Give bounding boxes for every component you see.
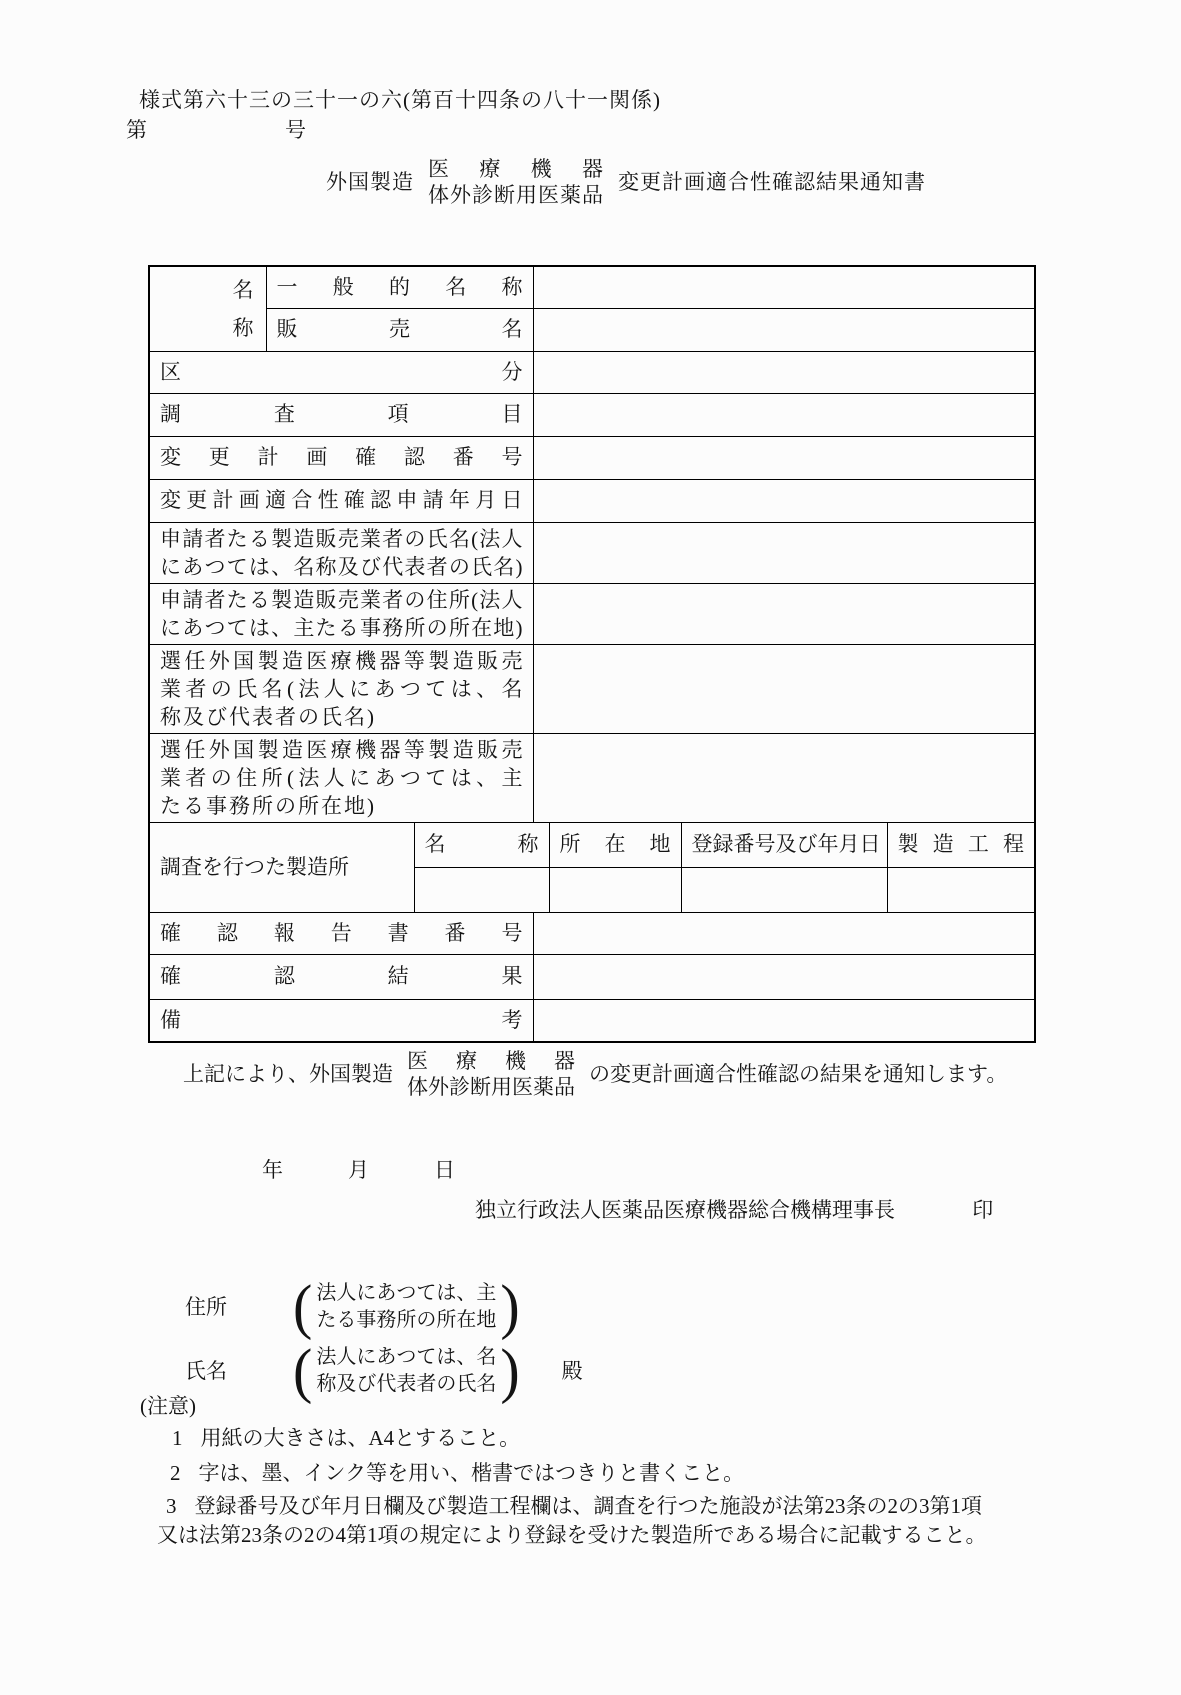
value-confirmation-report-number	[533, 912, 1035, 954]
label-manufacturing-process	[887, 822, 1035, 867]
value-plan-confirmation-number	[533, 436, 1035, 479]
recipient-address-row	[185, 1272, 520, 1341]
closing-lead: 上記により、外国製造	[183, 1061, 393, 1086]
closing-product-type-stack	[407, 1048, 575, 1100]
note-3-text-line1: 登録番号及び年月日欄及び製造工程欄は、調査を行つた施設が法第23条の2の3第1項	[194, 1494, 982, 1518]
recipient-name-note-line1: 法人にあつては、名	[316, 1346, 497, 1368]
label-survey-items	[149, 393, 533, 436]
row-confirmation-report-number	[149, 912, 1035, 954]
label-designated-name-line2: 業 者 の 氏 名 ( 法 人 に あ つ て は 、 名	[160, 676, 523, 701]
note-3-number: 3	[166, 1494, 177, 1518]
value-designated-address	[533, 733, 1035, 822]
label-factory-name-text: 名 称	[424, 832, 539, 857]
value-survey-items	[533, 393, 1035, 436]
label-name-group-text: 名 称	[232, 277, 254, 340]
label-factory-name	[414, 822, 549, 867]
note-1-number: 1	[172, 1426, 183, 1450]
label-confirmation-result-text: 確 認 結 果	[160, 964, 523, 989]
label-confirmation-report-number	[149, 912, 533, 954]
label-registration-number-date	[681, 822, 887, 867]
title-prefix: 外国製造	[326, 169, 414, 194]
value-confirmation-result	[533, 954, 1035, 999]
date-day-label: 日	[434, 1158, 455, 1182]
label-registration-number-date-text: 登 録 番 号 及 び 年 月 日	[691, 832, 881, 857]
closing-tail: の変更計画適合性確認の結果を通知します。	[589, 1061, 1008, 1086]
row-survey-items	[149, 393, 1035, 436]
recipient-address-note	[316, 1280, 496, 1334]
label-surveyed-factory	[149, 822, 414, 912]
label-designated-name-line1: 選 任 外 国 製 造 医 療 機 器 等 製 造 販 売	[160, 648, 523, 673]
label-designated-address	[149, 733, 533, 822]
close-paren: )	[500, 1272, 520, 1341]
value-registration-number-date	[681, 867, 887, 912]
row-designated-address	[149, 733, 1035, 822]
row-applicant-name	[149, 522, 1035, 583]
form-reference: 様式第六十三の三十一の六(第百十四条の八十一関係)	[139, 88, 661, 112]
closing-product-bottom: 体外診断用医薬品	[407, 1075, 575, 1099]
label-designated-address-line3: たる事務所の所在地)	[160, 793, 376, 818]
label-applicant-name-line2: に あ つ て は 、 名 称 及 び 代 表 者 の 氏 名 )	[160, 554, 523, 579]
label-applicant-address-line1: 申 請 者 た る 製 造 販 売 業 者 の 住 所 ( 法 人	[160, 587, 523, 612]
value-designated-name	[533, 644, 1035, 733]
note-1-text: 用紙の大きさは、A4とすること。	[200, 1426, 521, 1450]
value-factory-location	[549, 867, 681, 912]
label-designated-address-line1: 選 任 外 国 製 造 医 療 機 器 等 製 造 販 売	[160, 737, 523, 762]
value-factory-name	[414, 867, 549, 912]
row-designated-name	[149, 644, 1035, 733]
label-application-date	[149, 479, 533, 522]
value-application-date	[533, 479, 1035, 522]
page-title	[326, 156, 926, 208]
recipient-name-row	[185, 1336, 583, 1405]
label-generic-name-text: 一 般 的 名 称	[276, 275, 523, 300]
signer-title: 独立行政法人医薬品医療機器総合機構理事長	[475, 1198, 895, 1222]
label-plan-confirmation-number	[149, 436, 533, 479]
row-brand-name	[149, 308, 1035, 351]
honorific-dono: 殿	[561, 1358, 583, 1383]
note-2-text: 字は、墨、インク等を用い、楷書ではつきりと書くこと。	[198, 1461, 745, 1485]
title-suffix: 変更計画適合性確認結果通知書	[618, 169, 926, 194]
value-generic-name	[533, 266, 1035, 308]
recipient-name-note	[316, 1344, 496, 1398]
label-remarks	[149, 999, 533, 1042]
label-brand-name	[266, 308, 533, 351]
closing-product-top: 医 療 機 器	[407, 1049, 575, 1073]
label-surveyed-factory-text: 調査を行つた製造所	[160, 854, 349, 879]
note-3-line1	[166, 1492, 982, 1520]
date-year-label: 年	[262, 1158, 283, 1182]
note-2	[170, 1459, 744, 1487]
label-generic-name	[266, 266, 533, 308]
label-confirmation-result	[149, 954, 533, 999]
value-brand-name	[533, 308, 1035, 351]
label-category-text: 区 分	[160, 359, 523, 384]
signature-line	[475, 1196, 993, 1224]
value-category	[533, 351, 1035, 393]
row-surveyed-factory-header	[149, 822, 1035, 867]
open-paren: (	[293, 1272, 313, 1341]
row-remarks	[149, 999, 1035, 1042]
label-name-group	[149, 266, 266, 351]
recipient-address-note-line2: たる事務所の所在地	[316, 1309, 497, 1331]
open-paren: (	[293, 1336, 313, 1405]
label-applicant-name-line1: 申 請 者 た る 製 造 販 売 業 者 の 氏 名 ( 法 人	[160, 526, 523, 551]
row-applicant-address	[149, 583, 1035, 644]
title-product-top: 医 療 機 器	[428, 157, 604, 181]
recipient-address-note-line1: 法人にあつては、主	[316, 1282, 497, 1304]
label-factory-location	[549, 822, 681, 867]
value-remarks	[533, 999, 1035, 1042]
form-table	[148, 265, 1036, 1043]
seal-mark: 印	[972, 1198, 994, 1222]
label-designated-name	[149, 644, 533, 733]
recipient-name-note-line2: 称及び代表者の氏名	[316, 1373, 497, 1395]
label-confirmation-report-number-text: 確 認 報 告 書 番 号	[160, 920, 523, 945]
label-application-date-text: 変 更 計 画 適 合 性 確 認 申 請 年 月 日	[160, 488, 523, 513]
date-month-label: 月	[348, 1158, 369, 1182]
title-product-type-stack	[428, 156, 604, 208]
label-survey-items-text: 調 査 項 目	[160, 402, 523, 427]
document-number-line	[126, 116, 306, 144]
label-applicant-address	[149, 583, 533, 644]
label-plan-confirmation-number-text: 変 更 計 画 確 認 番 号	[160, 445, 523, 470]
close-paren: )	[500, 1336, 520, 1405]
row-plan-confirmation-number	[149, 436, 1035, 479]
label-applicant-address-line2: に あ つ て は 、 主 た る 事 務 所 の 所 在 地 )	[160, 615, 523, 640]
row-confirmation-result	[149, 954, 1035, 999]
date-line	[262, 1156, 520, 1184]
note-3-line2	[157, 1521, 987, 1549]
label-designated-address-line2: 業 者 の 住 所 ( 法 人 に あ つ て は 、 主	[160, 765, 523, 790]
label-manufacturing-process-text: 製 造 工 程	[897, 832, 1024, 857]
value-applicant-name	[533, 522, 1035, 583]
label-factory-location-text: 所 在 地	[559, 832, 671, 857]
value-applicant-address	[533, 583, 1035, 644]
label-remarks-text: 備 考	[160, 1008, 523, 1033]
note-1	[172, 1424, 520, 1452]
row-generic-name	[149, 266, 1035, 308]
note-2-number: 2	[170, 1461, 181, 1485]
document-number-suffix: 号	[285, 118, 306, 142]
label-designated-name-line3: 称及び代表者の氏名)	[160, 704, 376, 729]
closing-statement	[183, 1048, 1007, 1100]
label-category	[149, 351, 533, 393]
title-product-bottom: 体外診断用医薬品	[428, 183, 604, 207]
recipient-address-label: 住所	[185, 1294, 227, 1319]
value-manufacturing-process	[887, 867, 1035, 912]
note-3-text-line2: 又は法第23条の2の4第1項の規定により登録を受けた製造所である場合に記載すること。	[157, 1523, 987, 1547]
row-category	[149, 351, 1035, 393]
row-application-date	[149, 479, 1035, 522]
label-brand-name-text: 販 売 名	[276, 317, 523, 342]
notes-header: (注意)	[140, 1394, 196, 1418]
document-number-prefix: 第	[126, 118, 147, 142]
label-applicant-name	[149, 522, 533, 583]
recipient-name-label: 氏名	[185, 1358, 227, 1383]
